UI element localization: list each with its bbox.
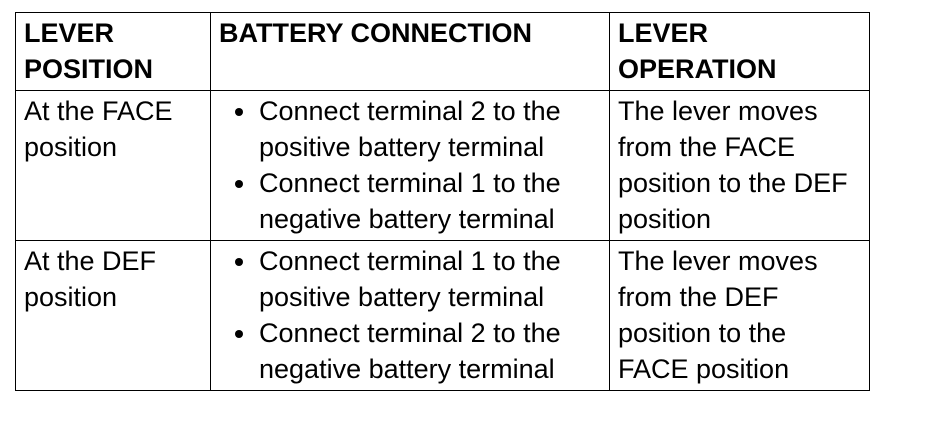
battery-connection-cell [211, 91, 610, 241]
list-item: Connect terminal 1 to the positive battery terminal [219, 243, 603, 315]
battery-connection-cell [211, 241, 610, 391]
header-battery-connection: BATTERY CONNECTION [211, 13, 610, 91]
list-item: Connect terminal 1 to the negative battery terminal [219, 165, 603, 237]
table-header-row [16, 13, 870, 91]
table-row [16, 91, 870, 241]
table-row [16, 241, 870, 391]
lever-operation-cell: The lever moves from the FACE position to the DEF position [610, 91, 870, 241]
lever-position-cell: At the FACE position [16, 91, 211, 241]
list-item: Connect terminal 2 to the positive battery terminal [219, 93, 603, 165]
list-item: Connect terminal 2 to the negative battery terminal [219, 315, 603, 387]
lever-position-cell: At the DEF position [16, 241, 211, 391]
header-lever-position: LEVER POSITION [16, 13, 211, 91]
lever-operation-table [15, 12, 870, 391]
connection-list [219, 243, 603, 387]
connection-list [219, 93, 603, 237]
lever-operation-cell: The lever moves from the DEF position to the FACE position [610, 241, 870, 391]
header-lever-operation: LEVER OPERATION [610, 13, 870, 91]
